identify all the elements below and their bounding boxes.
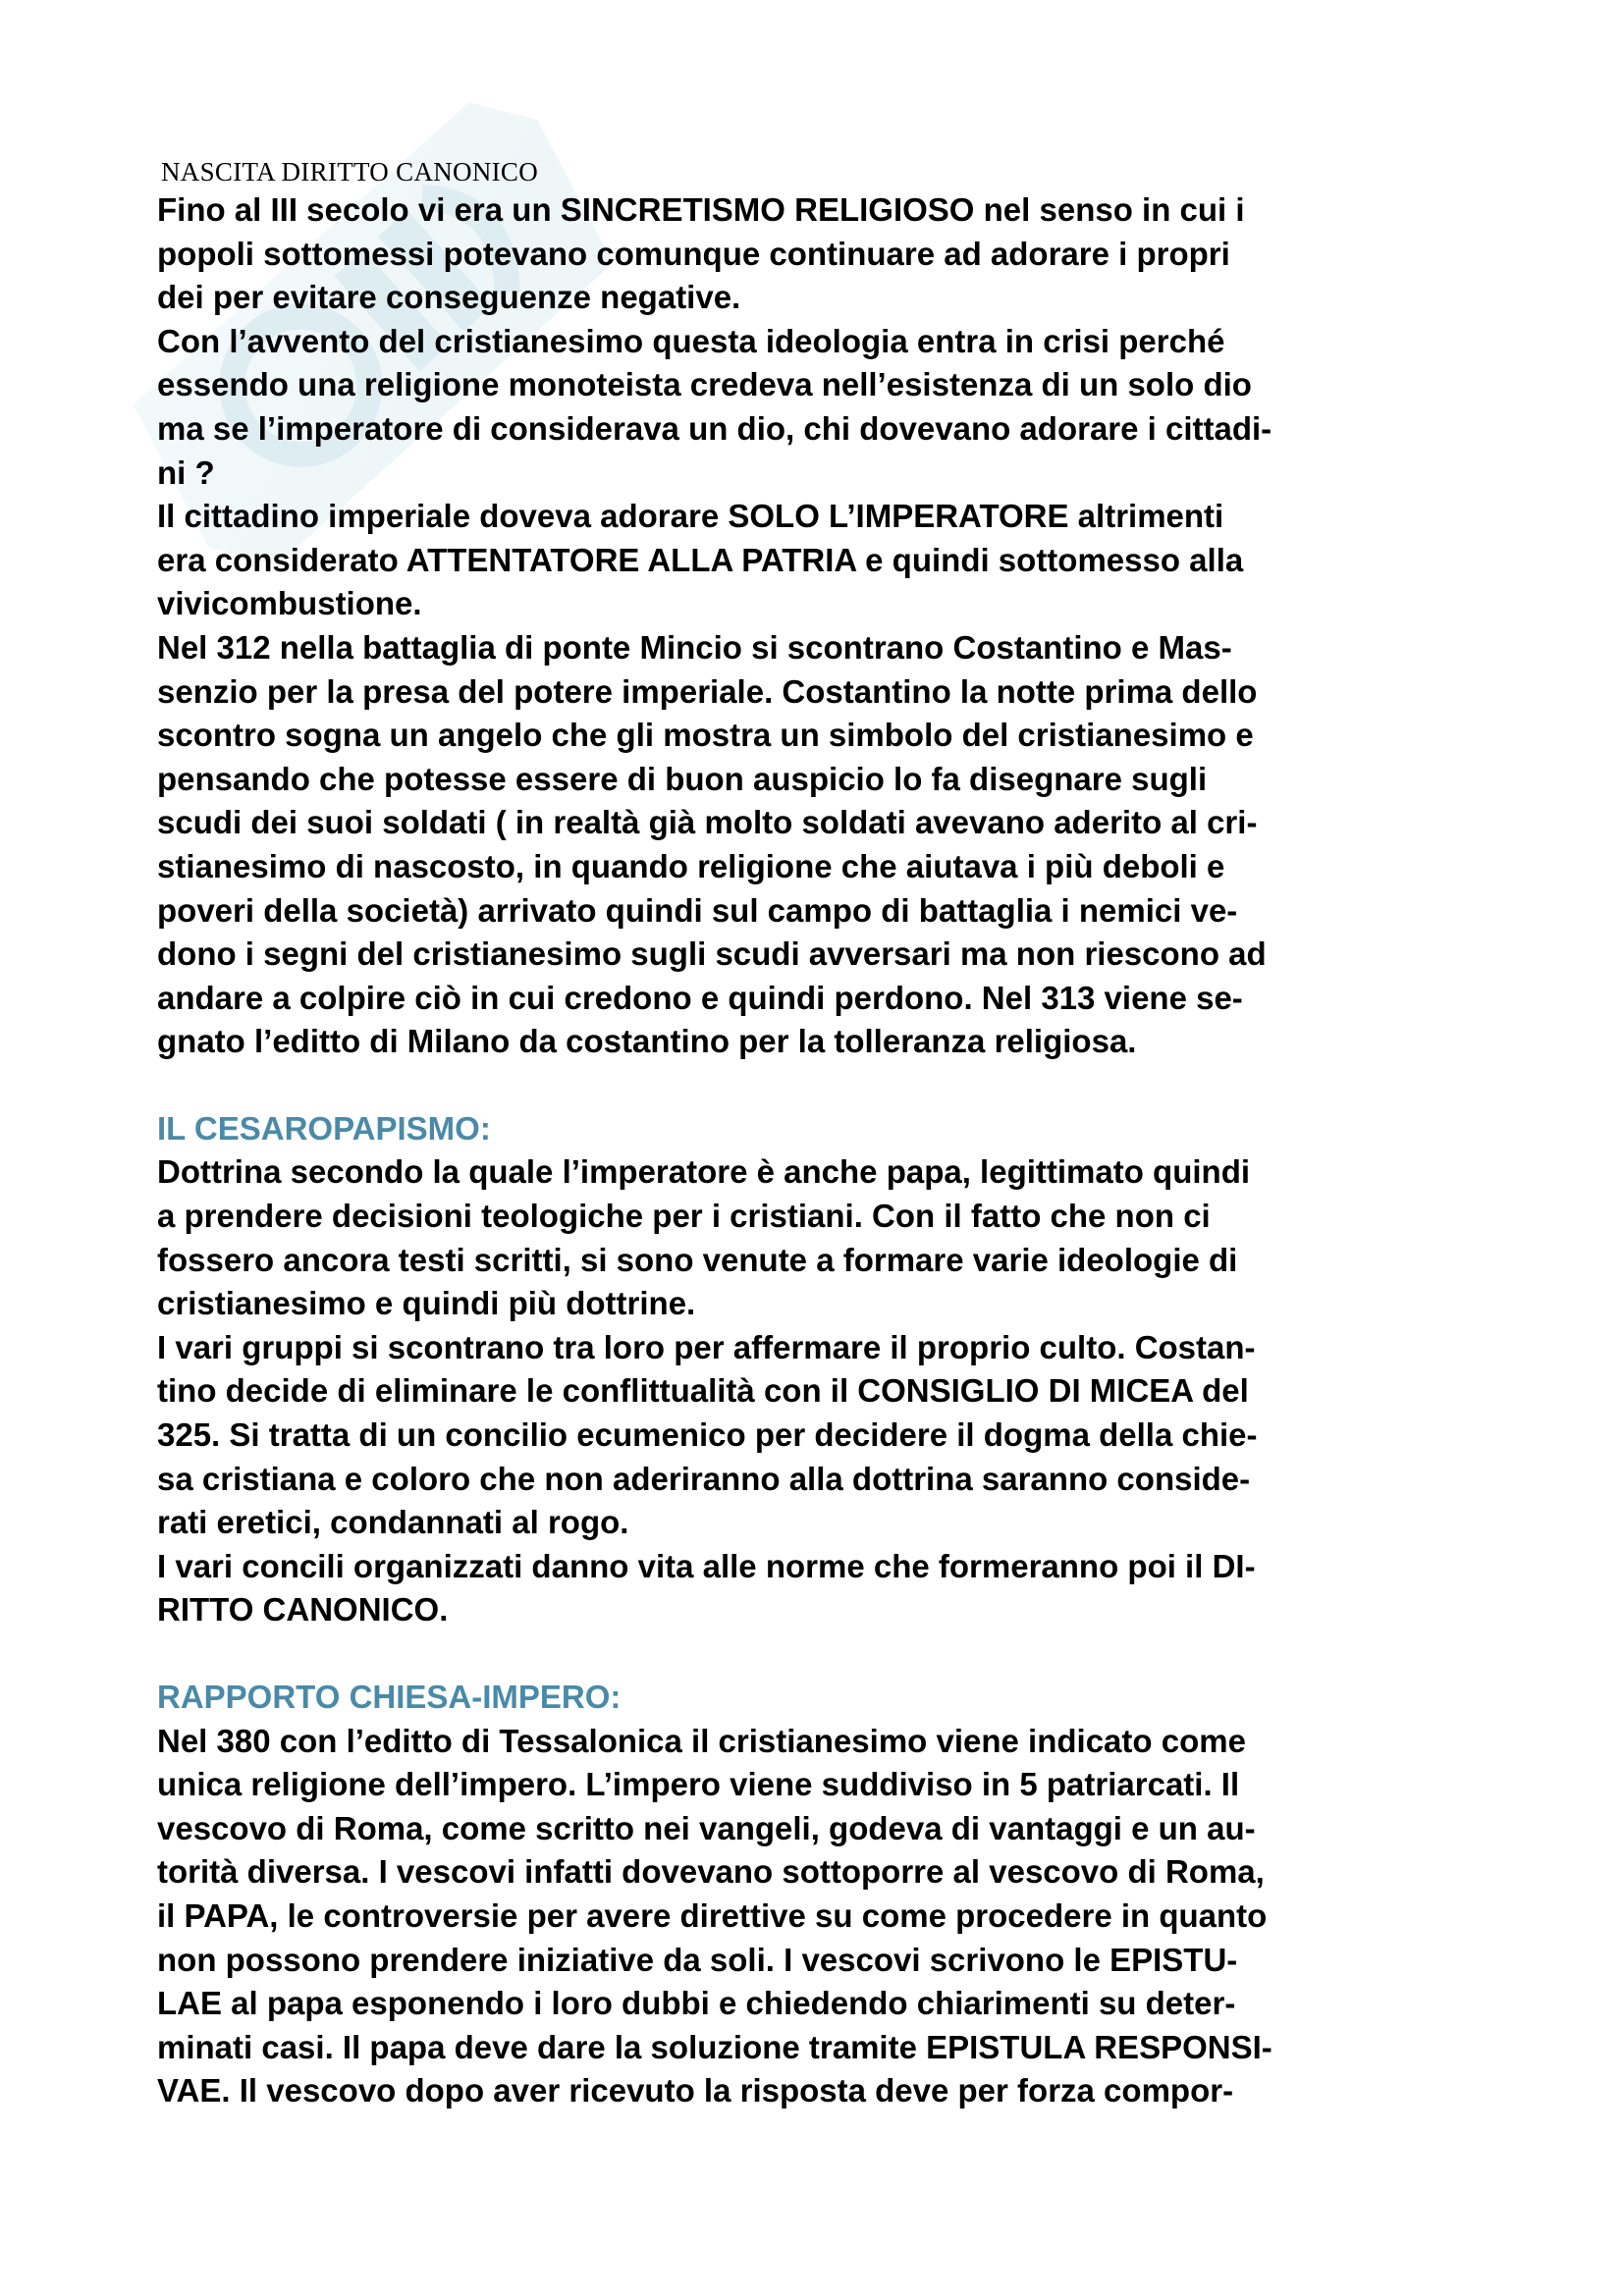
text-line: pensando che potesse essere di buon auspicio lo fa disegnare sugli — [157, 760, 1208, 797]
text-line: vescovo di Roma, come scritto nei vangeli, godeva di vantaggi e un au- — [157, 1809, 1256, 1846]
text-line: fossero ancora testi scritti, si sono venute a formare varie ideologie di — [157, 1241, 1238, 1278]
text-line: Con l’avvento del cristianesimo questa ideologia entra in crisi perché — [157, 322, 1225, 359]
text-line: a prendere decisioni teologiche per i cristiani. Con il fatto che non ci — [157, 1198, 1211, 1235]
text-line: senzio per la presa del potere imperiale. Costantino la notte prima dello — [157, 672, 1258, 710]
text-line: era considerato ATTENTATORE ALLA PATRIA e quindi sottomesso alla — [157, 541, 1244, 578]
text-line: poveri della società) arrivato quindi sul campo di battaglia i nemici ve- — [157, 891, 1238, 929]
text-line: 325. Si tratta di un concilio ecumenico per decidere il dogma della chie- — [157, 1416, 1258, 1454]
text-line: tino decide di eliminare le conflittualità con il CONSIGLIO DI MICEA del — [157, 1372, 1249, 1410]
text-line: ma se l’imperatore di considerava un dio, chi dovevano adorare i cittadi- — [157, 409, 1272, 447]
section-heading: RAPPORTO CHIESA-IMPERO: — [157, 1679, 622, 1715]
text-line: Nel 312 nella battaglia di ponte Mincio si scontrano Costantino e Mas- — [157, 628, 1232, 666]
text-line: cristianesimo e quindi più dottrine. — [157, 1285, 696, 1322]
text-line: I vari concili organizzati danno vita alle norme che formeranno poi il DI- — [157, 1547, 1256, 1584]
text-line: gnato l’editto di Milano da costantino per la tolleranza religiosa. — [157, 1023, 1137, 1060]
text-line: stianesimo di nascosto, in quando religione che aiutava i più deboli e — [157, 847, 1225, 884]
text-line: il PAPA, le controversie per avere direttive su come procedere in quanto — [157, 1896, 1268, 1934]
section-rapporto-chiesa-impero — [157, 1676, 1502, 2113]
spacer — [157, 1064, 1502, 1107]
text-line: VAE. Il vescovo dopo aver ricevuto la risposta deve per forza compor- — [157, 2072, 1234, 2109]
section-cesaropapismo — [157, 1107, 1502, 1632]
text-line: Dottrina secondo la quale l’imperatore è anche papa, legittimato quindi — [157, 1153, 1251, 1191]
text-line: andare a colpire ciò in cui credono e quindi perdono. Nel 313 viene se- — [157, 979, 1243, 1016]
text-line: unica religione dell’impero. L’impero viene suddiviso in 5 patriarcati. Il — [157, 1766, 1240, 1803]
text-line: essendo una religione monoteista credeva nell’esistenza di un solo dio — [157, 366, 1252, 403]
text-line: I vari gruppi si scontrano tra loro per affermare il proprio culto. Costan- — [157, 1328, 1256, 1365]
text-line: vivicombustione. — [157, 585, 422, 622]
text-line: Nel 380 con l’editto di Tessalonica il cristianesimo viene indicato come — [157, 1722, 1246, 1759]
document-page — [157, 157, 1502, 2113]
text-line: dono i segni del cristianesimo sugli scudi avversari ma non riescono ad — [157, 935, 1267, 973]
text-line: non possono prendere iniziative da soli. I vescovi scrivono le EPISTU- — [157, 1941, 1238, 1978]
section-heading: IL CESAROPAPISMO: — [157, 1109, 491, 1147]
text-line: Fino al III secolo vi era un SINCRETISMO RELIGIOSO nel senso in cui i — [157, 191, 1245, 228]
text-line: sa cristiana e coloro che non aderiranno alla dottrina saranno conside- — [157, 1460, 1251, 1497]
text-line: minati casi. Il papa deve dare la soluzione tramite EPISTULA RESPONSI- — [157, 2028, 1272, 2065]
text-line: ni ? — [157, 454, 215, 491]
text-line: Il cittadino imperiale doveva adorare SOLO L’IMPERATORE altrimenti — [157, 498, 1224, 535]
spacer — [157, 1632, 1502, 1676]
text-line: scudi dei suoi soldati ( in realtà già molto soldati avevano aderito al cri- — [157, 804, 1258, 841]
text-line: popoli sottomessi potevano comunque continuare ad adorare i propri — [157, 235, 1230, 272]
intro-paragraph — [157, 188, 1502, 1064]
text-line: RITTO CANONICO. — [157, 1591, 449, 1629]
document-title: NASCITA DIRITTO CANONICO — [161, 157, 539, 187]
text-line: torità diversa. I vescovi infatti dovevano sottoporre al vescovo di Roma, — [157, 1853, 1265, 1891]
text-line: rati eretici, condannati al rogo. — [157, 1504, 629, 1541]
text-line: scontro sogna un angelo che gli mostra un simbolo del cristianesimo e — [157, 717, 1254, 754]
text-line: dei per evitare conseguenze negative. — [157, 279, 741, 316]
text-line: LAE al papa esponendo i loro dubbi e chiedendo chiarimenti su deter- — [157, 1985, 1236, 2022]
